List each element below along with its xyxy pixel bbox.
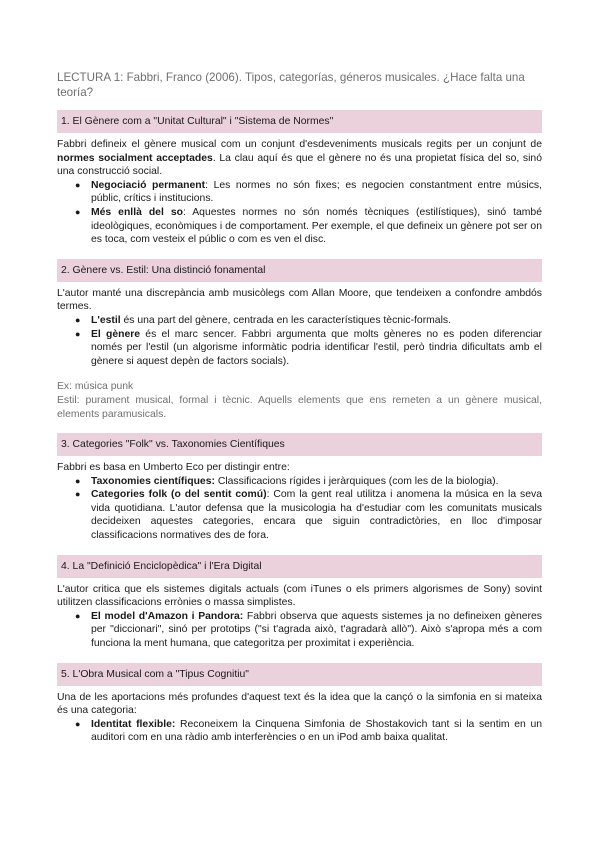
section-heading-5: 5. L'Obra Musical com a "Tipus Cognitiu" (57, 663, 542, 686)
bullet-icon: ● (75, 610, 81, 621)
section-4-intro: L'autor critica que els sistemes digitals actuals (com iTunes o els primers algorismes de Sony) sovint utilitzen classificacions errònies o massa simplistes. (57, 583, 542, 609)
list-item: ● Més enllà del so: Aquestes normes no són només tècniques (estilístiques), sinó també ideològiques, econòmiques i de comportament. Per exemple, el que defineix un gènere pot ser on es toca, com vesteix el públic o com es ven el disc. (75, 206, 542, 246)
bullet-icon: ● (75, 328, 81, 339)
section-1-intro: Fabbri defineix el gènere musical com un conjunt d'esdeveniments musicals regits per un conjunt de normes socialment acceptades. La clau aquí és que el gènere no és una propietat física del so, sinó una construcció social. (57, 139, 542, 178)
note-example: Ex: música punk (57, 381, 134, 393)
section-2-list (57, 314, 542, 368)
bullet-icon: ● (75, 314, 81, 325)
list-item: ● Taxonomies científiques: Classificacions rígides i jeràrquiques (com les de la biologia). (75, 475, 499, 487)
list-item: ● L'estil és una part del gènere, centrada en les característiques tècnic-formals. (75, 314, 451, 326)
bullet-icon: ● (75, 718, 81, 729)
list-item: ● Categories folk (o del sentit comú): Com la gent real utilitza i anomena la música en la seva vida quotidiana. L'autor defensa que la musicologia ha d'estudiar com les comunitats musicals decideixen aquestes categories, encara que siguin contradictòries, en lloc d'imposar classificacions normatives des de fora. (75, 489, 542, 542)
bullet-icon: ● (75, 206, 81, 217)
list-item: ● Identitat flexible: Reconeixem la Cinquena Simfonia de Shostakovich tant si la sentim en un auditori com en una ràdio amb interferències o en un iPod amb baixa qualitat. (75, 718, 542, 744)
list-item: ● El model d'Amazon i Pandora: Fabbri observa que aquests sistemes ja no defineixen gèneres per "diccionari", sinó per prototips ("si t'agrada això, t'agradarà allò"). Això s'apropa més a com funciona la ment humana, que categoritza per proximitat i experiència. (75, 610, 542, 650)
section-1-list (57, 179, 542, 247)
section-5-list (57, 718, 542, 745)
section-heading-3: 3. Categories "Folk" vs. Taxonomies Científiques (57, 433, 542, 456)
note-style: Estil: purament musical, formal i tècnic. Aquells elements que ens remeten a un gènere musical, elements paramusicals. (57, 394, 542, 420)
section-5-intro: Una de les aportacions més profundes d'aquest text és la idea que la cançó o la simfonia en si mateixa és una categoria: (57, 691, 542, 717)
section-heading-1: 1. El Gènere com a "Unitat Cultural" i "Sistema de Normes" (57, 110, 542, 133)
document-body (57, 70, 542, 745)
section-heading-2: 2. Gènere vs. Estil: Una distinció fonamental (57, 259, 542, 282)
page-title: LECTURA 1: Fabbri, Franco (2006). Tipos, categorías, géneros musicales. ¿Hace falta una teoría? (57, 71, 525, 99)
section-3-list (57, 475, 542, 543)
list-item: ● Negociació permanent: Les normes no són fixes; es negocien constantment entre músics, públic, crítics i institucions. (75, 179, 542, 205)
section-2-intro: L'autor manté una discrepància amb musicòlegs com Allan Moore, que tendeixen a confondre ambdós termes. (57, 287, 542, 313)
bullet-icon: ● (75, 475, 81, 486)
list-item: ● El gènere és el marc sencer. Fabbri argumenta que molts gèneres no es poden diferenciar només per l'estil (un algorisme informàtic podria identificar l'estil, però tindria dificultats amb el gènere si aquest depèn de factors socials). (75, 328, 542, 367)
section-heading-4: 4. La "Definició Enciclopèdica" i l'Era Digital (57, 555, 542, 578)
bullet-icon: ● (75, 489, 81, 500)
section-3-intro: Fabbri es basa en Umberto Eco per distingir entre: (57, 462, 290, 474)
bullet-icon: ● (75, 179, 81, 190)
section-4-list (57, 610, 542, 651)
